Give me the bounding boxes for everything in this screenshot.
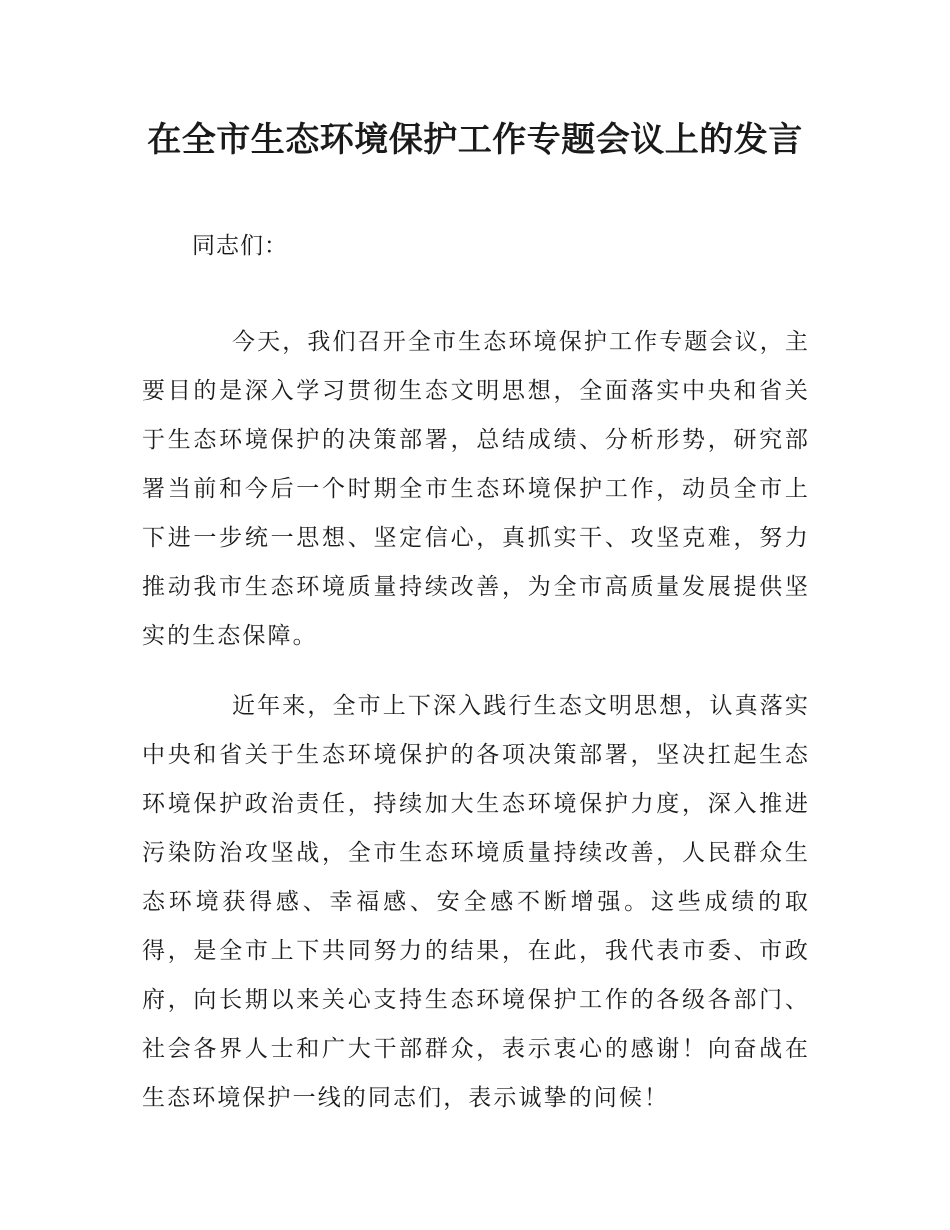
document-title: 在全市生态环境保护工作专题会议上的发言	[147, 120, 803, 160]
paragraph-opening: 今天，我们召开全市生态环境保护工作专题会议，主要目的是深入学习贯彻生态文明思想，全面落实中央和省关于生态环境保护的决策部署，总结成绩、分析形势，研究部署当前和今后一个时期全市生态环境保护工作，动员全市上下进一步统一思想、坚定信心，真抓实干、攻坚克难，努力推动我市生态环境质量持续改善，为全市高质量发展提供坚实的生态保障。	[142, 329, 810, 649]
paragraph-achievements: 近年来，全市上下深入践行生态文明思想，认真落实中央和省关于生态环境保护的各项决策部署，坚决扛起生态环境保护政治责任，持续加大生态环境保护力度，深入推进污染防治攻坚战，全市生态环境质量持续改善，人民群众生态环境获得感、幸福感、安全感不断增强。这些成绩的取得，是全市上下共同努力的结果，在此，我代表市委、市政府，向长期以来关心支持生态环境保护工作的各级各部门、社会各界人士和广大干部群众，表示衷心的感谢！向奋战在生态环境保护一线的同志们，表示诚挚的问候！	[142, 693, 810, 1111]
salutation: 同志们：	[192, 233, 288, 259]
